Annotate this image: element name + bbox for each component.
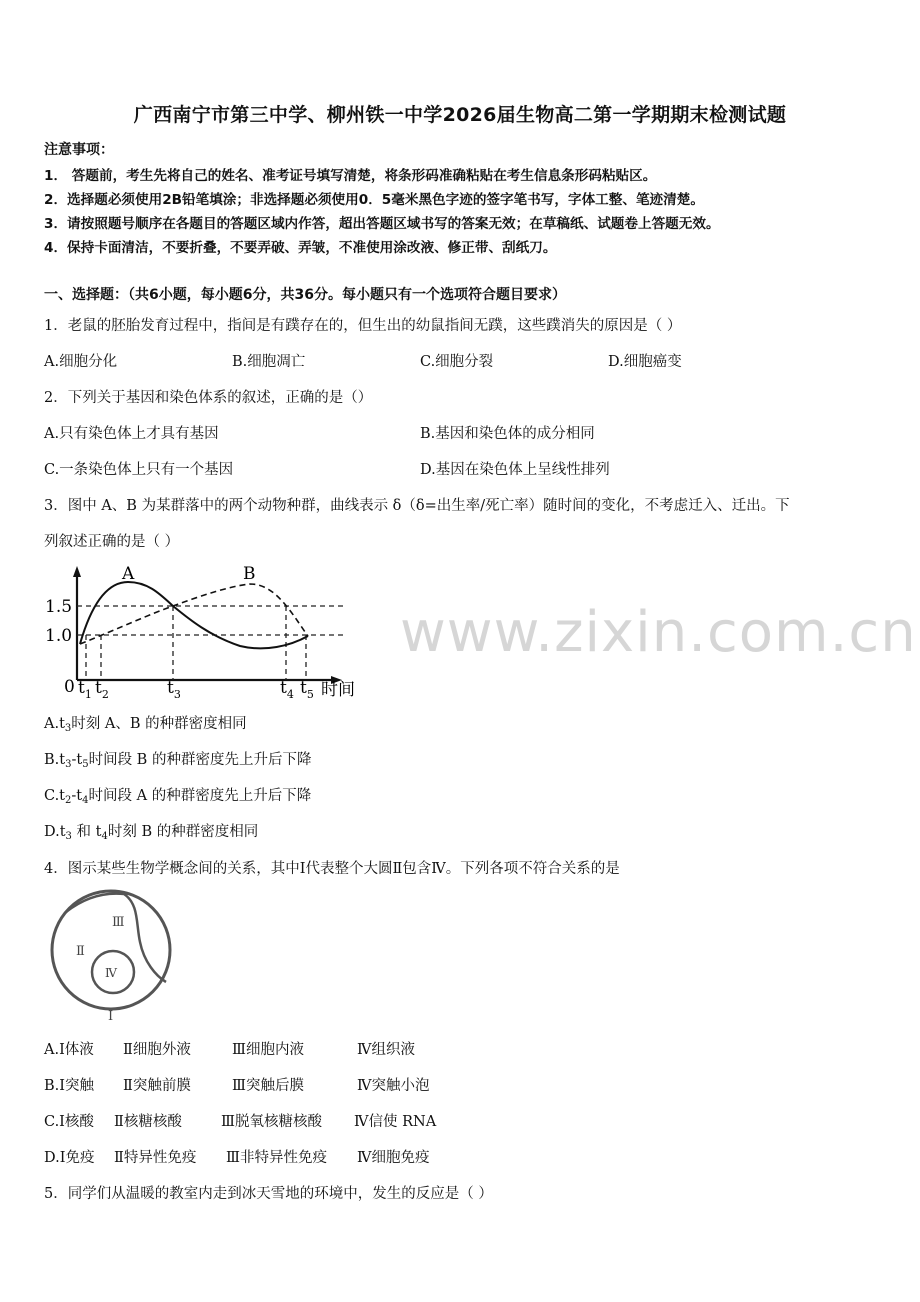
question-5-stem: 5．同学们从温暖的教室内走到冰天雪地的环境中，发生的反应是（ ） <box>44 1186 493 1202</box>
section-heading: 一、选择题：（共6小题，每小题6分，共36分。每小题只有一个选项符合题目要求） <box>44 287 566 303</box>
label-iv: Ⅳ <box>105 966 117 980</box>
q4-option-c: C.Ⅰ核酸 <box>44 1114 94 1130</box>
q4-option-b-ii: Ⅱ突触前膜 <box>123 1078 191 1094</box>
label-i: Ⅰ <box>108 1009 114 1024</box>
question-4-stem: 4．图示某些生物学概念间的关系，其中Ⅰ代表整个大圆Ⅱ包含Ⅳ。下列各项不符合关系的是 <box>44 861 620 877</box>
y-tick-1-0: 1.0 <box>45 626 73 646</box>
q4-option-b-iv: Ⅳ突触小泡 <box>357 1078 430 1094</box>
q2-option-a: A.只有染色体上才具有基因 <box>44 426 219 442</box>
x-mark-t3: $t_3$ <box>167 678 181 701</box>
q2-option-d: D.基因在染色体上呈线性排列 <box>420 462 610 478</box>
q1-option-c: C.细胞分裂 <box>420 354 494 370</box>
q3-option-a: $A.t_3$时刻 A、B 的种群密度相同 <box>44 716 247 734</box>
q4-option-a: A.Ⅰ体液 <box>44 1042 94 1058</box>
x-mark-t5: $t_5$ <box>300 678 314 701</box>
q1-option-d: D.细胞癌变 <box>608 354 682 370</box>
y-tick-1-5: 1.5 <box>45 597 73 617</box>
q4-option-d: D.Ⅰ免疫 <box>44 1150 95 1166</box>
x-mark-t4: $t_4$ <box>280 678 294 701</box>
notice-heading: 注意事项： <box>44 142 114 158</box>
concept-circle-figure <box>44 884 184 1024</box>
q4-option-b: B.Ⅰ突触 <box>44 1078 94 1094</box>
notice-item: 4．保持卡面清洁，不要折叠，不要弄破、弄皱，不准使用涂改液、修正带、刮纸刀。 <box>44 240 557 256</box>
x-mark-t2: $t_2$ <box>95 678 109 701</box>
q4-option-a-iv: Ⅳ组织液 <box>357 1042 415 1058</box>
question-2-stem: 2．下列关于基因和染色体系的叙述，正确的是（） <box>44 390 373 406</box>
x-axis-label: 时间 <box>321 680 355 700</box>
q2-option-b: B.基因和染色体的成分相同 <box>420 426 595 442</box>
q4-option-b-iii: Ⅲ突触后膜 <box>232 1078 304 1094</box>
curve-a <box>80 582 308 648</box>
q4-option-c-iii: Ⅲ脱氧核糖核酸 <box>221 1114 322 1130</box>
q4-option-a-iii: Ⅲ细胞内液 <box>232 1042 304 1058</box>
x-mark-t1: $t_1$ <box>78 678 92 701</box>
curve-a-label: A <box>122 564 135 584</box>
q3-option-c: $C.t_2-t_4$时间段 A 的种群密度先上升后下降 <box>44 788 312 806</box>
q4-option-d-ii: Ⅱ特异性免疫 <box>114 1150 197 1166</box>
y-axis-arrow <box>73 566 81 577</box>
curve-b-label: B <box>243 564 256 584</box>
origin-label: 0 <box>64 677 75 697</box>
q2-option-c: C.一条染色体上只有一个基因 <box>44 462 234 478</box>
q4-option-c-iv: Ⅳ信使 RNA <box>354 1114 437 1130</box>
q3-option-b: $B.t_3-t_5$时间段 B 的种群密度先上升后下降 <box>44 752 312 770</box>
notice-item: 1． 答题前，考生先将自己的姓名、准考证号填写清楚，将条形码准确粘贴在考生信息条形码粘贴区。 <box>44 168 657 184</box>
page-title: 广西南宁市第三中学、柳州铁一中学2026届生物高二第一学期期末检测试题 <box>133 104 787 126</box>
q1-option-a: A.细胞分化 <box>44 354 118 370</box>
label-ii: Ⅱ <box>76 944 85 959</box>
question-3-stem: 3．图中 A、B 为某群落中的两个动物种群，曲线表示 δ（δ=出生率/死亡率）随时间的变化，不考虑迁入、迁出。下 <box>44 498 790 514</box>
question-3-stem-cont: 列叙述正确的是（ ） <box>44 534 180 550</box>
watermark: www.zixin.com.cn <box>400 600 917 665</box>
q1-option-b: B.细胞凋亡 <box>232 354 306 370</box>
q3-option-d: $D.t_3$ 和 $t_4$时刻 B 的种群密度相同 <box>44 824 259 842</box>
label-iii: Ⅲ <box>112 915 125 930</box>
q4-option-d-iv: Ⅳ细胞免疫 <box>357 1150 430 1166</box>
notice-item: 3．请按照题号顺序在各题目的答题区域内作答，超出答题区域书写的答案无效；在草稿纸、试题卷上答题无效。 <box>44 216 720 232</box>
q4-option-a-ii: Ⅱ细胞外液 <box>123 1042 191 1058</box>
q4-option-d-iii: Ⅲ非特异性免疫 <box>226 1150 327 1166</box>
q4-option-c-ii: Ⅱ核糖核酸 <box>114 1114 182 1130</box>
question-1-stem: 1．老鼠的胚胎发育过程中，指间是有蹼存在的，但生出的幼鼠指间无蹼，这些蹼消失的原因是（ ） <box>44 318 682 334</box>
population-curve-figure <box>40 562 370 702</box>
notice-item: 2．选择题必须使用2B铅笔填涂；非选择题必须使用0．5毫米黑色字迹的签字笔书写，字体工整、笔迹清楚。 <box>44 192 704 208</box>
